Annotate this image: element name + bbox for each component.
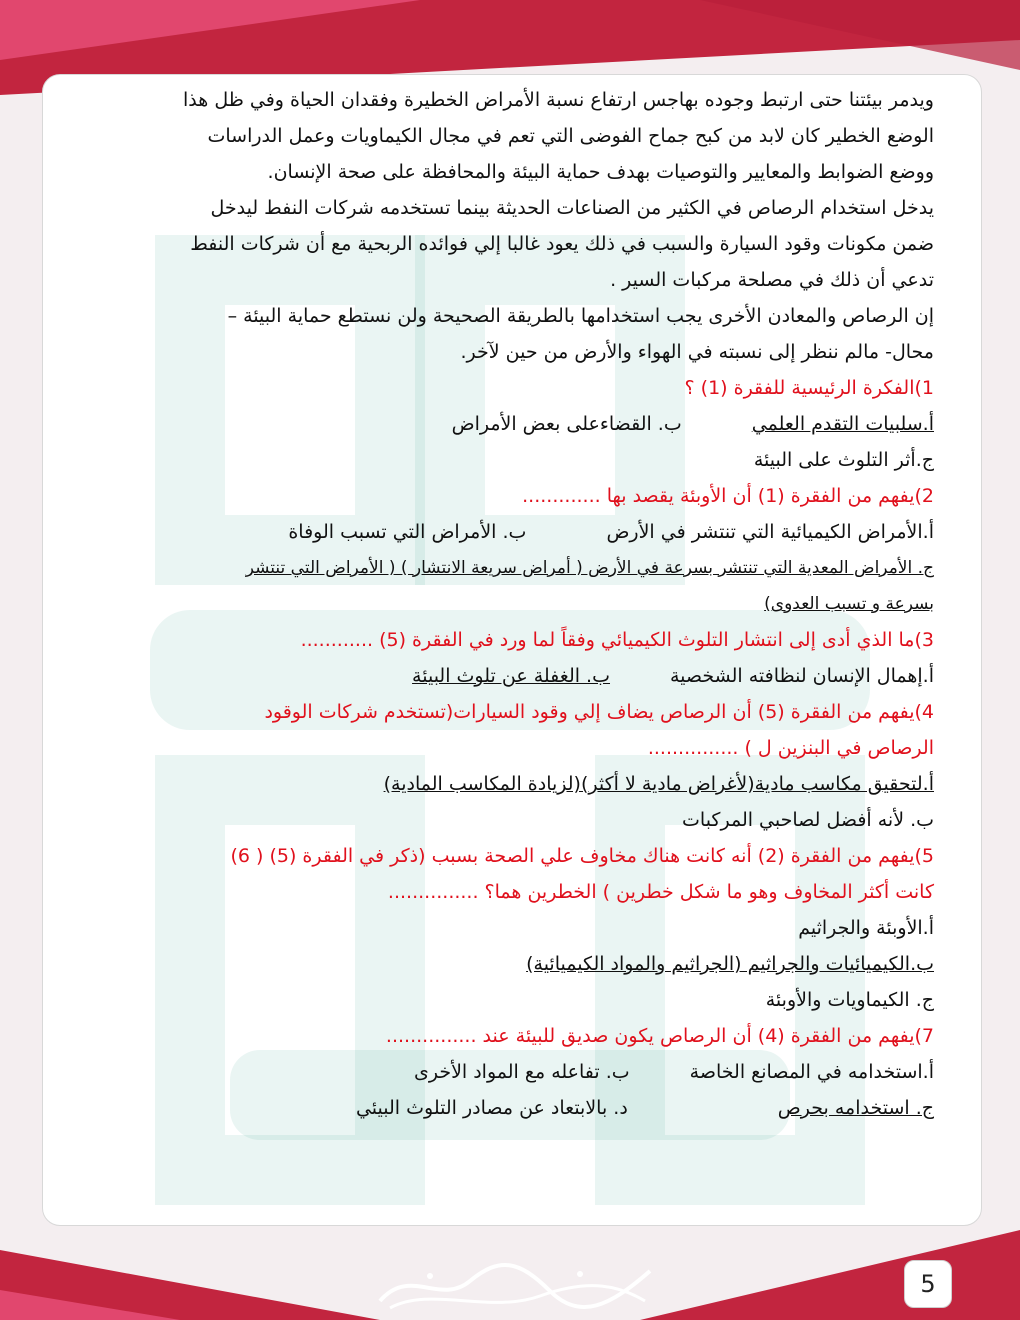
question-7-option-b[interactable]: ب. تفاعله مع المواد الأخرى	[413, 1061, 630, 1083]
question-7-option-c[interactable]: ج. استخدامه بحرص	[777, 1097, 934, 1119]
intro-paragraph-2	[58, 190, 934, 298]
question-4-continued: الرصاص في البنزين ل ) ...............	[647, 737, 934, 759]
question-4-option-b[interactable]: ب. لأنه أفضل لصاحبي المركبات	[682, 809, 934, 831]
question-5-continued: كانت أكثر المخاوف وهو ما شكل خطرين ) الخطرين هما؟ ...............	[387, 881, 934, 903]
question-2-options-row	[58, 514, 934, 550]
text-line: تدعي أن ذلك في مصلحة مركبات السير .	[610, 269, 934, 291]
question-3-options-row	[58, 658, 934, 694]
question-2: 2)يفهم من الفقرة (1) أن الأوبئة يقصد بها .............	[522, 485, 934, 507]
question-3-option-a[interactable]: أ.إهمال الإنسان لنظافته الشخصية	[670, 665, 934, 687]
question-5-option-b[interactable]: ب.الكيميائيات والجراثيم (الجراثيم والمواد الكيميائية)	[526, 953, 934, 975]
question-4: 4)يفهم من الفقرة (5) أن الرصاص يضاف إلي وقود السيارات(تستخدم شركات الوقود	[264, 701, 934, 723]
question-7-options-row-1	[58, 1054, 934, 1090]
question-3: 3)ما الذي أدى إلى انتشار التلوث الكيميائي وفقاً لما ورد في الفقرة (5) ............	[300, 629, 934, 651]
question-1-options-row	[58, 406, 934, 442]
intro-paragraph-1	[58, 82, 934, 190]
text-line: يدخل استخدام الرصاص في الكثير من الصناعات الحديثة بينما تستخدمه شركات النفط ليدخل	[210, 197, 934, 219]
question-1-option-a[interactable]: أ.سلبيات التقدم العلمي	[751, 413, 934, 435]
text-line: الوضع الخطير كان لابد من كبح جماح الفوضى التي تعم في مجال الكيماويات وعمل الدراسات	[207, 125, 934, 147]
question-2-option-c[interactable]: ج. الأمراض المعدية التي تنتشر بسرعة في الأرض ( أمراض سريعة الانتشار ) ( الأمراض التي تنتشر	[245, 558, 934, 578]
question-7-options-row-2	[58, 1090, 934, 1126]
text-line: ويدمر بيئتنا حتى ارتبط وجوده بهاجس ارتفاع نسبة الأمراض الخطيرة وفقدان الحياة وفي ظل هذا	[183, 89, 934, 111]
question-5: 5)يفهم من الفقرة (2) أنه كانت هناك مخاوف علي الصحة بسبب (ذكر في الفقرة (5) ( 6)	[230, 845, 934, 867]
question-3-option-b[interactable]: ب. الغفلة عن تلوث البيئة	[412, 665, 610, 687]
text-line: ووضع الضوابط والمعايير والتوصيات بهدف حماية البيئة والمحافظة على صحة الإنسان.	[267, 161, 934, 183]
intro-paragraph-3	[58, 298, 934, 370]
author-signature-logo	[370, 1256, 660, 1316]
question-1-option-b[interactable]: ب. القضاءعلى بعض الأمراض	[451, 413, 682, 435]
text-line: إن الرصاص والمعادن الأخرى يجب استخدامها بالطريقة الصحيحة ولن نستطع حماية البيئة –	[227, 305, 934, 327]
question-7: 7)يفهم من الفقرة (4) أن الرصاص يكون صديق للبيئة عند ...............	[385, 1025, 934, 1047]
question-4-option-a[interactable]: أ.لتحقيق مكاسب مادية(لأغراض مادية لا أكثر)(لزيادة المكاسب المادية)	[383, 773, 934, 795]
question-5-option-a[interactable]: أ.الأوبئة والجراثيم	[798, 917, 934, 939]
question-5-option-c[interactable]: ج. الكيماويات والأوبئة	[765, 989, 934, 1011]
question-1-option-c[interactable]: ج.أثر التلوث على البيئة	[753, 449, 934, 471]
question-7-option-a[interactable]: أ.استخدامه في المصانع الخاصة	[689, 1061, 934, 1083]
question-2-option-b[interactable]: ب. الأمراض التي تسبب الوفاة	[288, 521, 527, 543]
question-2-option-c-continued[interactable]: بسرعة و تسبب العدوى)	[764, 594, 934, 614]
text-line: ضمن مكونات وقود السيارة والسبب في ذلك يعود غالبا إلي فوائده الربحية مع أن شركات النفط	[190, 233, 934, 255]
document-body	[58, 82, 934, 1126]
question-2-option-a[interactable]: أ.الأمراض الكيميائية التي تنتشر في الأرض	[606, 521, 934, 543]
question-7-option-d[interactable]: د. بالابتعاد عن مصادر التلوث البيئي	[355, 1097, 628, 1119]
page-number: 5	[904, 1260, 952, 1308]
text-line: محال- مالم ننظر إلى نسبته في الهواء والأرض من حين لآخر.	[460, 341, 934, 363]
question-1: 1)الفكرة الرئيسية للفقرة (1) ؟	[684, 377, 934, 399]
